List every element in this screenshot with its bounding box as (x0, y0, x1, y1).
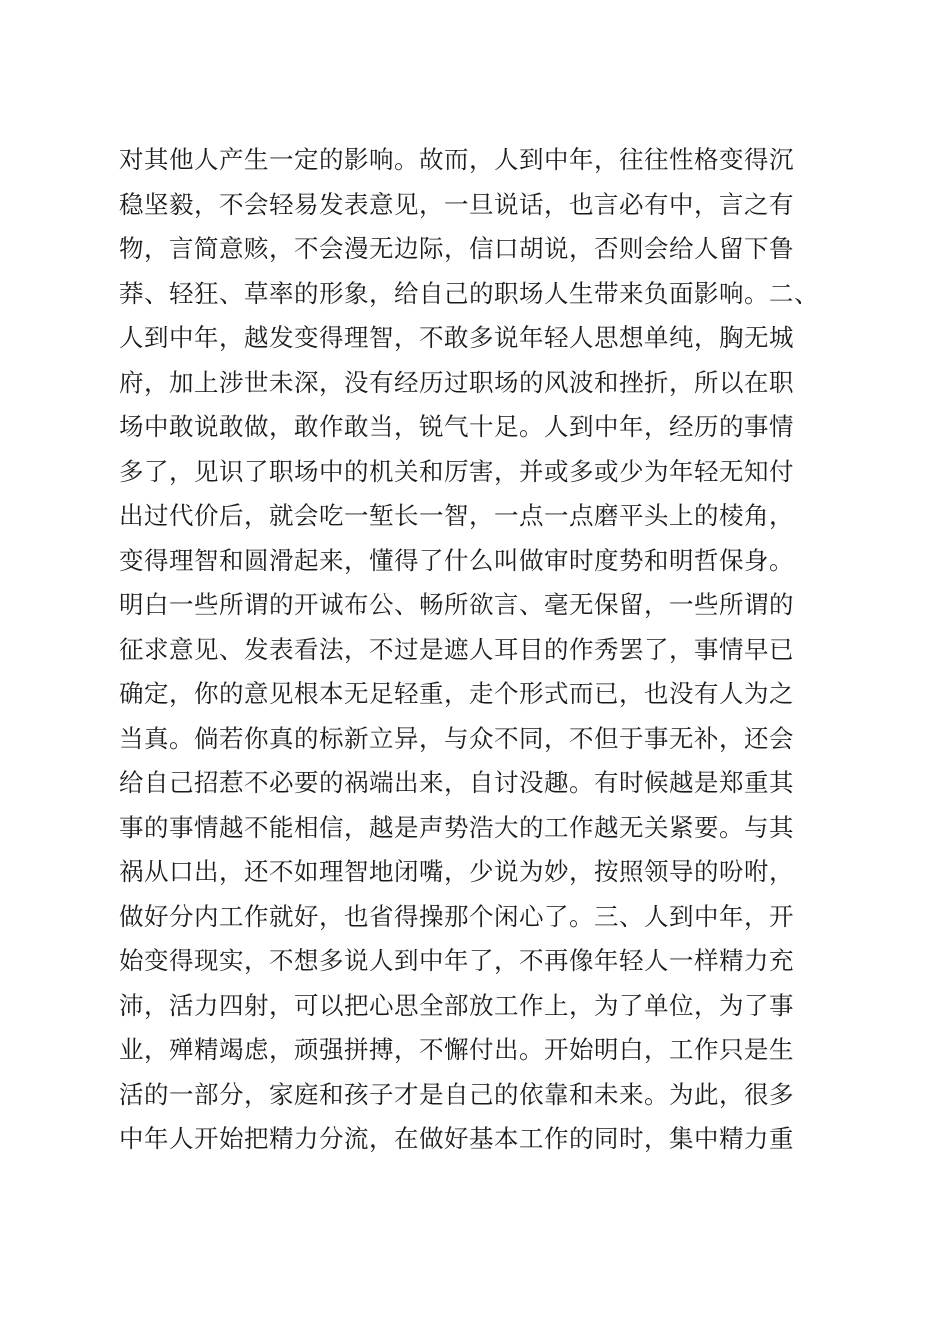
text-line: 出过代价后，就会吃一堑长一智，一点一点磨平头上的棱角， (119, 501, 794, 530)
text-line: 莽、轻狂、草率的形象，给自己的职场人生带来负面影响。二、 (119, 278, 819, 308)
text-line: 活的一部分，家庭和孩子才是自己的依靠和未来。为此，很多 (119, 1079, 794, 1109)
text-line: 府，加上涉世未深，没有经历过职场的风波和挫折，所以在职 (119, 367, 794, 397)
text-line: 对其他人产生一定的影响。故而，人到中年，往往性格变得沉 (119, 145, 794, 174)
text-line: 祸从口出，还不如理智地闭嘴，少说为妙，按照领导的吩咐， (119, 857, 794, 886)
text-line: 始变得现实，不想多说人到中年了，不再像年轻人一样精力充 (119, 946, 794, 975)
text-line: 业，殚精竭虑，顽强拼搏，不懈付出。开始明白，工作只是生 (119, 1035, 794, 1064)
text-line: 给自己招惹不必要的祸端出来，自讨没趣。有时候越是郑重其 (119, 768, 794, 797)
text-line: 人到中年，越发变得理智，不敢多说年轻人思想单纯，胸无城 (119, 323, 794, 352)
text-line: 明白一些所谓的开诚布公、畅所欲言、毫无保留，一些所谓的 (119, 590, 794, 619)
text-line: 确定，你的意见根本无足轻重，走个形式而已，也没有人为之 (119, 679, 794, 708)
text-line: 变得理智和圆滑起来，懂得了什么叫做审时度势和明哲保身。 (119, 545, 794, 575)
text-line: 多了，见识了职场中的机关和厉害，并或多或少为年轻无知付 (119, 456, 794, 486)
text-line: 物，言简意赅，不会漫无边际，信口胡说，否则会给人留下鲁 (119, 234, 794, 263)
text-line: 中年人开始把精力分流，在做好基本工作的同时，集中精力重 (119, 1124, 794, 1153)
text-line: 稳坚毅，不会轻易发表意见，一旦说话，也言必有中，言之有 (119, 189, 794, 219)
body-text (119, 138, 831, 1162)
text-line: 场中敢说敢做，敢作敢当，锐气十足。人到中年，经历的事情 (119, 412, 794, 441)
text-line: 当真。倘若你真的标新立异，与众不同，不但于事无补，还会 (119, 723, 794, 753)
text-line: 征求意见、发表看法，不过是遮人耳目的作秀罢了，事情早已 (119, 634, 794, 664)
text-line: 事的事情越不能相信，越是声势浩大的工作越无关紧要。与其 (119, 812, 794, 842)
text-line: 沛，活力四射，可以把心思全部放工作上，为了单位，为了事 (119, 990, 794, 1020)
text-line: 做好分内工作就好，也省得操那个闲心了。三、人到中年，开 (119, 901, 794, 931)
